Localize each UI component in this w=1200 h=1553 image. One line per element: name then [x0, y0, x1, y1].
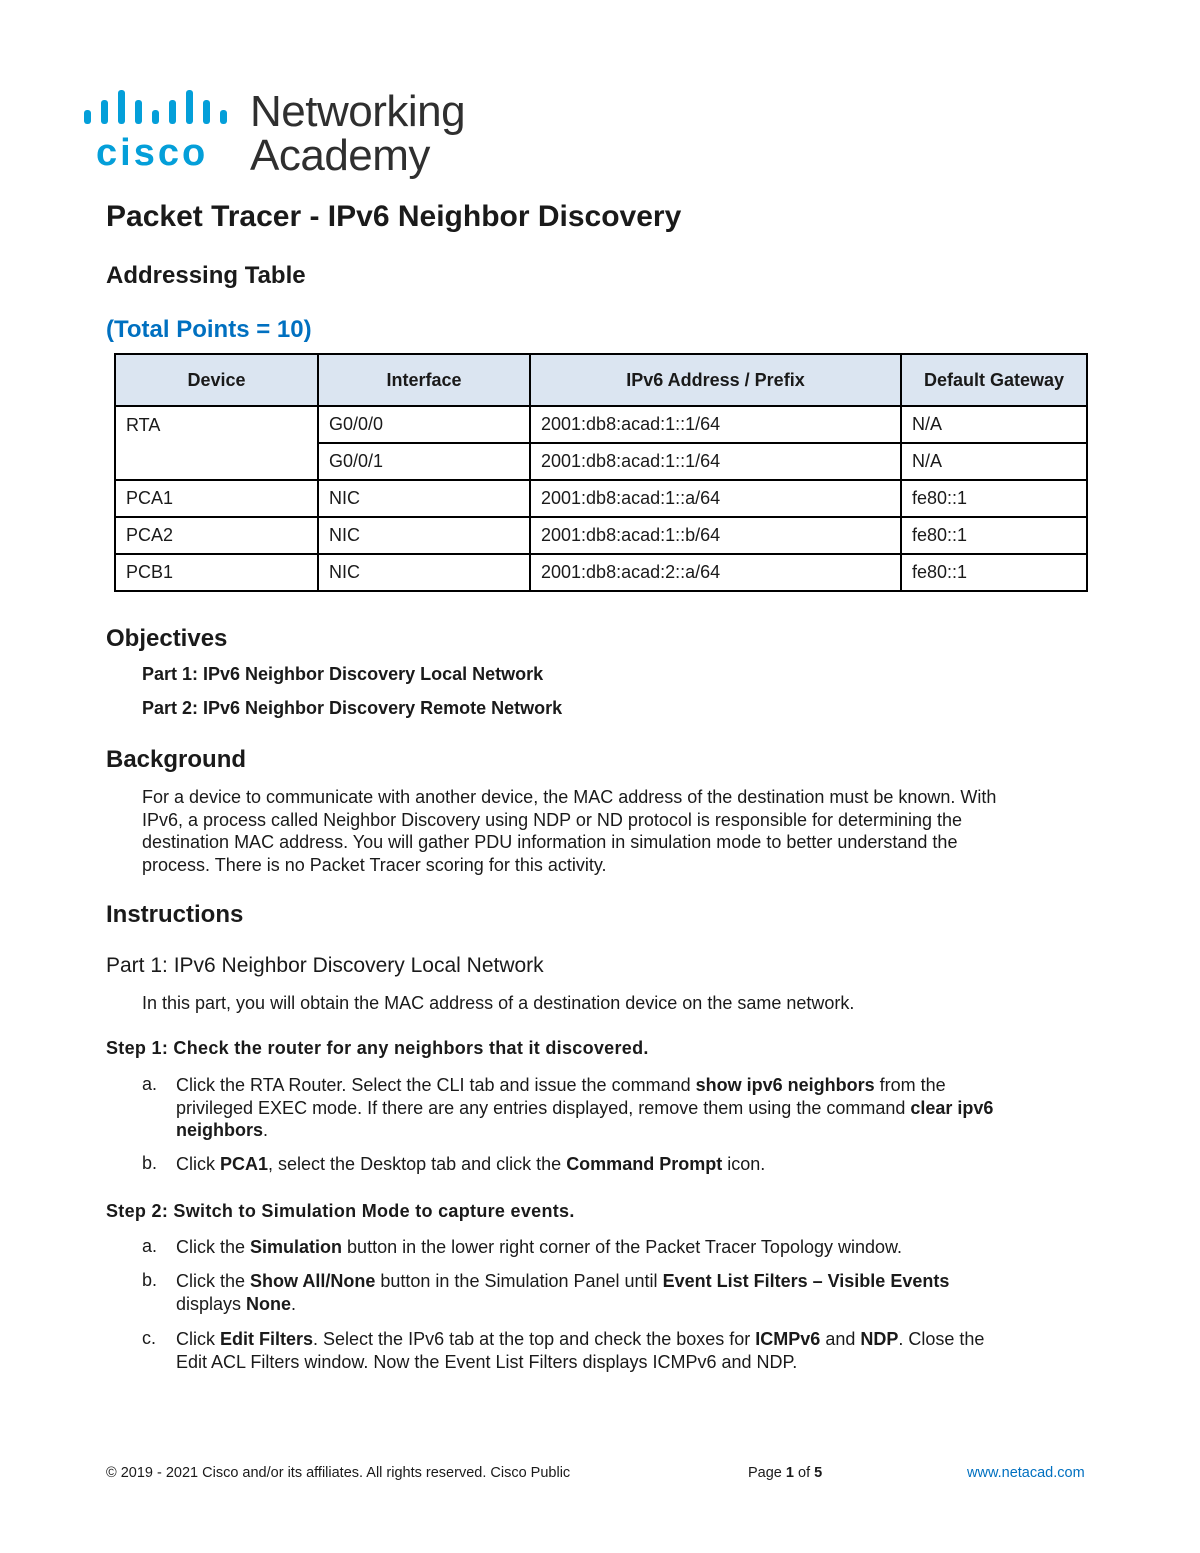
- column-header: Default Gateway: [901, 354, 1087, 406]
- list-marker: a.: [142, 1074, 158, 1094]
- text: . Close the: [898, 1329, 985, 1349]
- bold-text: Command Prompt: [566, 1154, 723, 1174]
- column-header: IPv6 Address / Prefix: [530, 354, 901, 406]
- bold-text: Edit Filters: [220, 1329, 314, 1349]
- footer-page-number: [748, 1465, 822, 1481]
- cisco-wordmark: cisco: [96, 132, 209, 174]
- list-marker: b.: [142, 1270, 158, 1290]
- table-row: [115, 480, 1087, 517]
- part1-intro: In this part, you will obtain the MAC address of a destination device on the same network.: [142, 993, 855, 1013]
- table-cell: PCB1: [115, 554, 318, 591]
- table-cell: PCA1: [115, 480, 318, 517]
- text: button in the lower right corner of the Packet Tracer Topology window.: [342, 1237, 903, 1257]
- objective-item: Part 1: IPv6 Neighbor Discovery Local Network: [142, 664, 544, 684]
- text: Click the RTA Router. Select the CLI tab and issue the command: [176, 1075, 696, 1095]
- column-header: Device: [115, 354, 318, 406]
- table-row: [115, 517, 1087, 554]
- table-cell: RTA: [115, 406, 318, 480]
- total-points: (Total Points = 10): [106, 316, 312, 343]
- text: privileged EXEC mode. If there are any entries displayed, remove them using the command: [176, 1097, 911, 1118]
- step2-heading: Step 2: Switch to Simulation Mode to capture events.: [106, 1201, 575, 1221]
- addressing-table: [114, 353, 1088, 592]
- text: Edit ACL Filters window. Now the Event List Filters displays ICMPv6 and NDP.: [176, 1351, 798, 1372]
- table-cell: fe80::1: [901, 480, 1087, 517]
- text: icon.: [722, 1154, 766, 1174]
- bold-text: Show All/None: [250, 1271, 376, 1291]
- table-row: [115, 406, 1087, 443]
- background-heading: Background: [106, 746, 247, 773]
- step2-item-b: [176, 1270, 949, 1315]
- page-title: Packet Tracer - IPv6 Neighbor Discovery: [106, 200, 682, 233]
- table-cell: fe80::1: [901, 517, 1087, 554]
- objective-item: Part 2: IPv6 Neighbor Discovery Remote Network: [142, 698, 563, 718]
- table-cell: NIC: [318, 480, 530, 517]
- table-cell: 2001:db8:acad:1::1/64: [530, 443, 901, 480]
- table-header-row: [115, 354, 1087, 406]
- text: .: [291, 1293, 297, 1314]
- bold-text: NDP: [860, 1329, 899, 1349]
- addressing-table-heading: Addressing Table: [106, 262, 306, 289]
- text: Page: [748, 1465, 786, 1481]
- logo-line2: Academy: [250, 131, 430, 180]
- text: .: [263, 1120, 269, 1140]
- step1-item-a: [176, 1074, 993, 1142]
- page-total: 5: [814, 1465, 823, 1481]
- cisco-networking-academy-logo: [84, 88, 484, 178]
- footer-link[interactable]: www.netacad.com: [967, 1465, 1085, 1481]
- background-line: For a device to communicate with another device, the MAC address of the destination must be known. With: [142, 787, 997, 807]
- table-cell: N/A: [901, 443, 1087, 480]
- background-line: IPv6, a process called Neighbor Discovery using NDP or ND protocol is responsible for determining the: [142, 809, 963, 830]
- list-marker: c.: [142, 1328, 157, 1348]
- table-cell: fe80::1: [901, 554, 1087, 591]
- list-marker: a.: [142, 1236, 158, 1256]
- text: Click the: [176, 1237, 251, 1257]
- text: Click the: [176, 1271, 251, 1291]
- background-line: destination MAC address. You will gather PDU information in simulation mode to better understand the: [142, 832, 958, 852]
- objectives-heading: Objectives: [106, 625, 228, 652]
- command-text: show ipv6 neighbors: [695, 1075, 875, 1095]
- table-cell: NIC: [318, 517, 530, 554]
- step1-item-b: [176, 1153, 765, 1176]
- table-cell: NIC: [318, 554, 530, 591]
- bold-text: ICMPv6: [755, 1329, 821, 1349]
- bold-text: PCA1: [220, 1154, 269, 1174]
- footer-copyright: © 2019 - 2021 Cisco and/or its affiliates. All rights reserved. Cisco Public: [106, 1465, 571, 1481]
- part1-heading: Part 1: IPv6 Neighbor Discovery Local Network: [106, 954, 544, 977]
- table-cell: G0/0/1: [318, 443, 530, 480]
- text: of: [793, 1465, 815, 1481]
- text: Click: [176, 1329, 220, 1349]
- text: displays: [176, 1293, 247, 1314]
- table-cell: 2001:db8:acad:2::a/64: [530, 554, 901, 591]
- text: , select the Desktop tab and click the: [268, 1154, 567, 1174]
- instructions-heading: Instructions: [106, 901, 244, 928]
- page-current: 1: [785, 1465, 794, 1481]
- list-marker: b.: [142, 1153, 158, 1173]
- background-line: process. There is no Packet Tracer scoring for this activity.: [142, 854, 607, 875]
- bold-text: Event List Filters – Visible Events: [662, 1271, 950, 1291]
- table-cell: 2001:db8:acad:1::b/64: [530, 517, 901, 554]
- table-cell: PCA2: [115, 517, 318, 554]
- table-cell: N/A: [901, 406, 1087, 443]
- background-text: [142, 786, 996, 876]
- step1-heading: Step 1: Check the router for any neighbors that it discovered.: [106, 1038, 649, 1058]
- column-header: Interface: [318, 354, 530, 406]
- text: from the: [874, 1075, 946, 1095]
- step2-item-c: [176, 1328, 984, 1373]
- command-text: clear ipv6: [910, 1097, 994, 1118]
- step2-item-a: [176, 1236, 902, 1259]
- text: . Select the IPv6 tab at the top and check the boxes for: [313, 1329, 756, 1349]
- bold-text: Simulation: [250, 1237, 343, 1257]
- text: button in the Simulation Panel until: [375, 1271, 663, 1291]
- table-cell: 2001:db8:acad:1::1/64: [530, 406, 901, 443]
- table-cell: G0/0/0: [318, 406, 530, 443]
- table-cell: 2001:db8:acad:1::a/64: [530, 480, 901, 517]
- table-row: [115, 554, 1087, 591]
- bold-text: None: [246, 1293, 292, 1314]
- text: and: [820, 1329, 861, 1349]
- logo-line1: Networking: [250, 87, 466, 136]
- command-text: neighbors: [176, 1120, 264, 1140]
- text: Click: [176, 1154, 220, 1174]
